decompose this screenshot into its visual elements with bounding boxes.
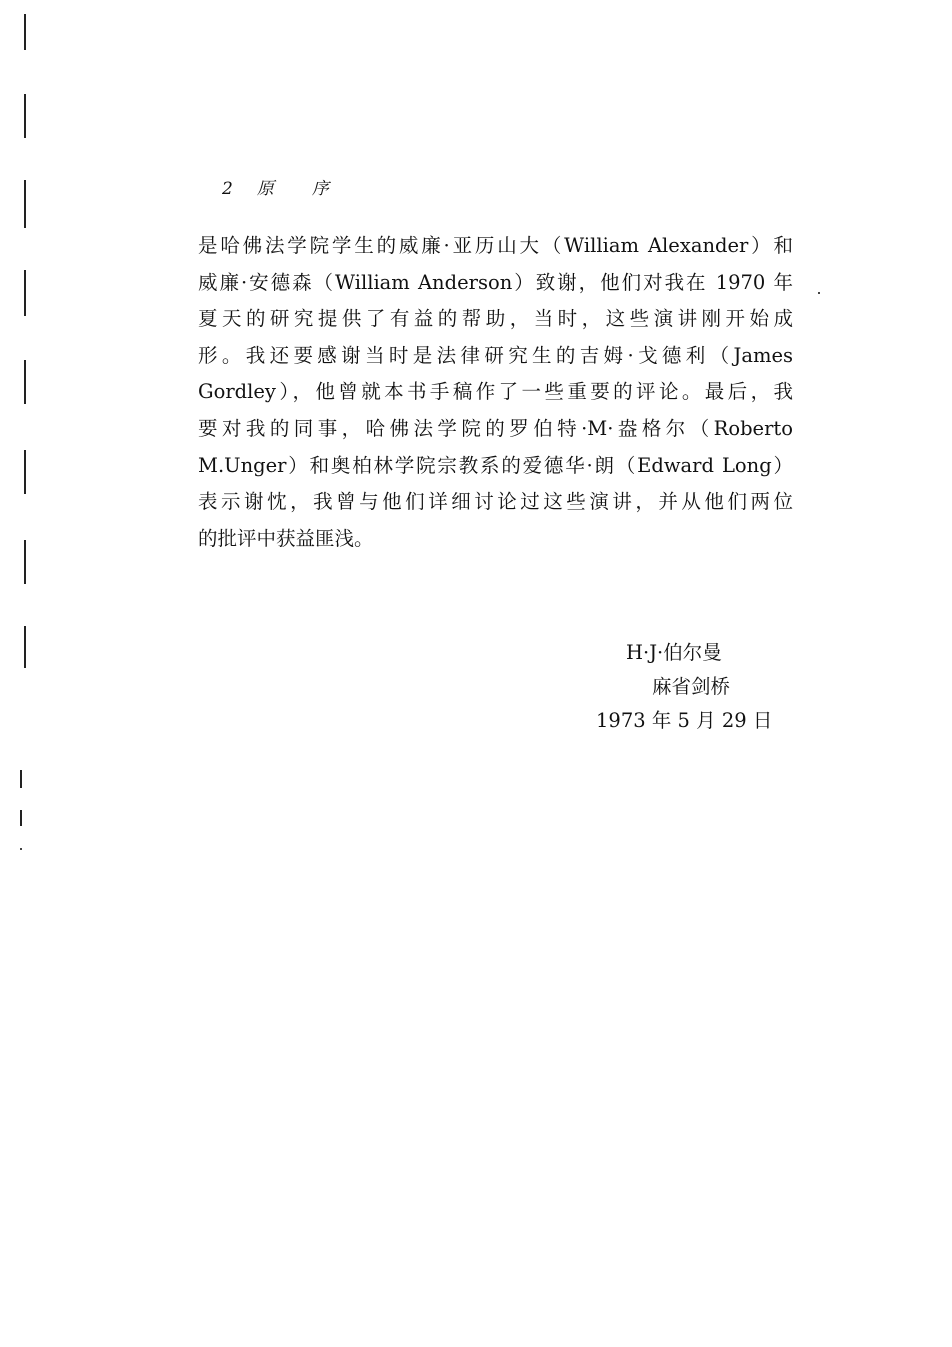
text-line: 要对我的同事，哈佛法学院的罗伯特·M·盎格尔（Roberto [198, 416, 793, 440]
scan-edge-mark [24, 450, 26, 494]
scan-edge-mark [20, 810, 22, 826]
scan-speck [20, 848, 22, 850]
author-place: 麻省剑桥 [652, 675, 731, 698]
scan-edge-mark [24, 180, 26, 228]
running-header [222, 174, 331, 199]
text-line: Gordley），他曾就本书手稿作了一些重要的评论。最后，我 [198, 380, 793, 404]
text-line: M.Unger）和奥柏林学院宗教系的爱德华·朗（Edward Long） [198, 453, 793, 477]
page-number: 2 [222, 179, 235, 199]
text-line: 是哈佛法学院学生的威廉·亚历山大（William Alexander）和 [198, 234, 793, 257]
header-chapter-char: 原 [256, 179, 276, 199]
scan-edge-mark [24, 360, 26, 404]
text-line: 的批评中获益匪浅。 [198, 526, 374, 550]
text-line: 威廉·安德森（William Anderson）致谢，他们对我在 1970 年 [198, 270, 793, 294]
scan-speck [818, 292, 820, 294]
text-line: 表示谢忱，我曾与他们详细讨论过这些演讲，并从他们两位 [198, 490, 793, 514]
text-line: 夏天的研究提供了有益的帮助，当时，这些演讲刚开始成 [198, 307, 793, 331]
scan-edge-mark [24, 94, 26, 138]
signature-block [560, 636, 790, 738]
scan-edge-mark [20, 770, 22, 788]
scan-edge-mark [24, 270, 26, 316]
text-line: 形。我还要感谢当时是法律研究生的吉姆·戈德利（James [198, 343, 793, 367]
signature-date: 1973 年 5 月 29 日 [596, 709, 773, 732]
body-paragraph [198, 228, 793, 557]
scan-edge-mark [24, 626, 26, 668]
author-name: H·J·伯尔曼 [626, 641, 722, 664]
scan-edge-mark [24, 540, 26, 584]
scan-edge-mark [24, 14, 26, 50]
header-chapter-char: 序 [311, 179, 331, 199]
